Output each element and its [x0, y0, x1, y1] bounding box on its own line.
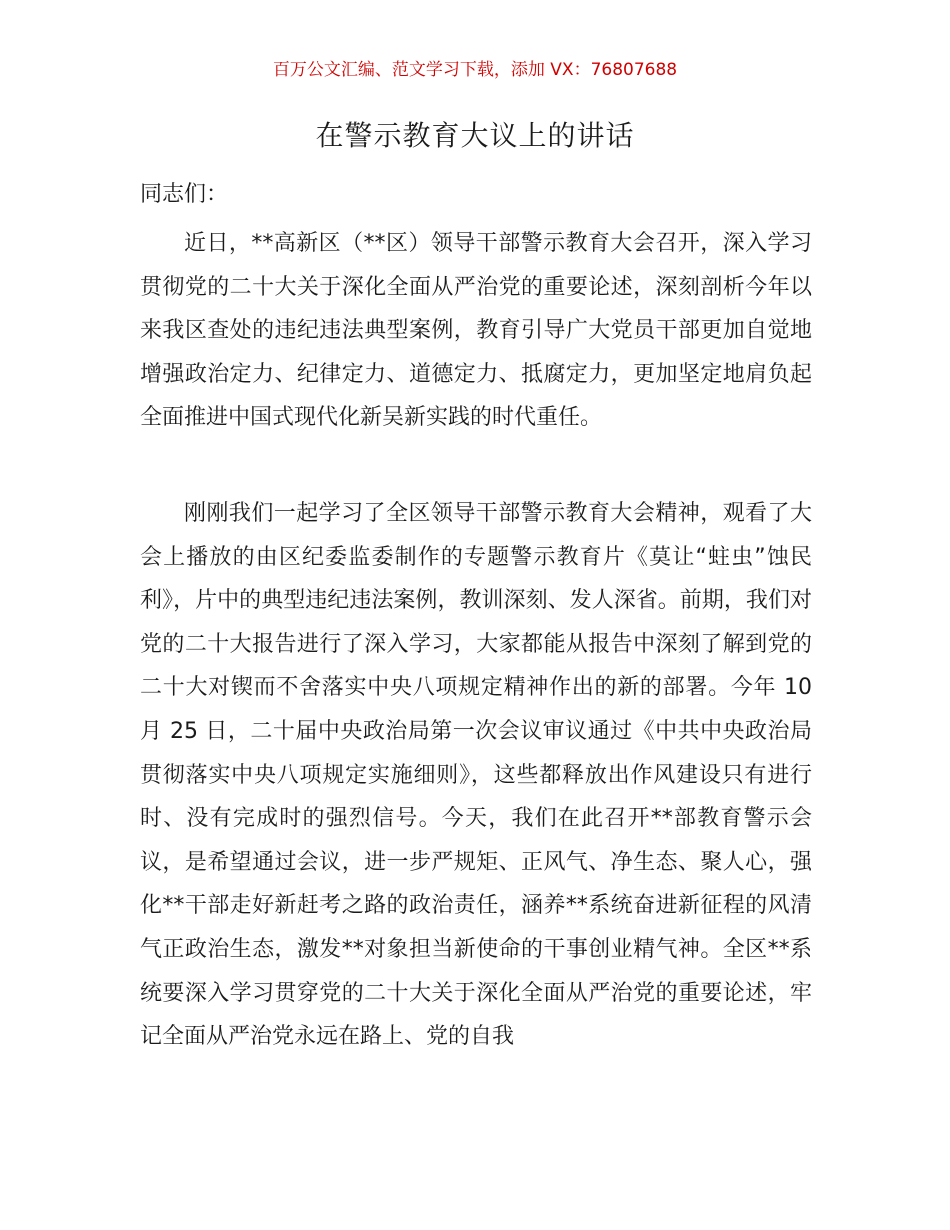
body-paragraph-1: 近日，**高新区（**区）领导干部警示教育大会召开，深入学习贯彻党的二十大关于深化全面从严治党的重要论述，深刻剖析今年以来我区查处的违纪违法典型案例，教育引导广大党员干部更加自觉地增强政治定力、纪律定力、道德定力、抵腐定力，更加坚定地肩负起全面推进中国式现代化新吴新实践的时代重任。: [140, 231, 812, 431]
body-paragraph-2: 刚刚我们一起学习了全区领导干部警示教育大会精神，观看了大会上播放的由区纪委监委制作的专题警示教育片《莫让“蛀虫”蚀民利》，片中的典型违纪违法案例，教训深刻、发人深省。前期，我们对党的二十大报告进行了深入学习，大家都能从报告中深刻了解到党的二十大对锲而不舍落实中央八项规定精神作出的新的部署。今年 10 月 25 日，二十届中央政治局第一次会议审议通过《中共中央政治局贯彻落实中央八项规定实施细则》，这些都释放出作风建设只有进行时、没有完成时的强烈信号。今天，我们在此召开**部教育警示会议，是希望通过会议，进一步严规矩、正风气、净生态、聚人心，强化**干部走好新赶考之路的政治责任，涵养**系统奋进新征程的风清气正政治生态，激发**对象担当新使命的干事创业精气神。全区**系统要深入学习贯穿党的二十大关于深化全面从严治党的重要论述，牢记全面从严治党永远在路上、党的自我: [140, 501, 812, 1050]
document-title: 在警示教育大议上的讲话: [315, 119, 635, 152]
salutation: 同志们：: [140, 182, 229, 207]
watermark-header: 百万公文汇编、范文学习下载，添加 VX：76807688: [272, 60, 678, 80]
